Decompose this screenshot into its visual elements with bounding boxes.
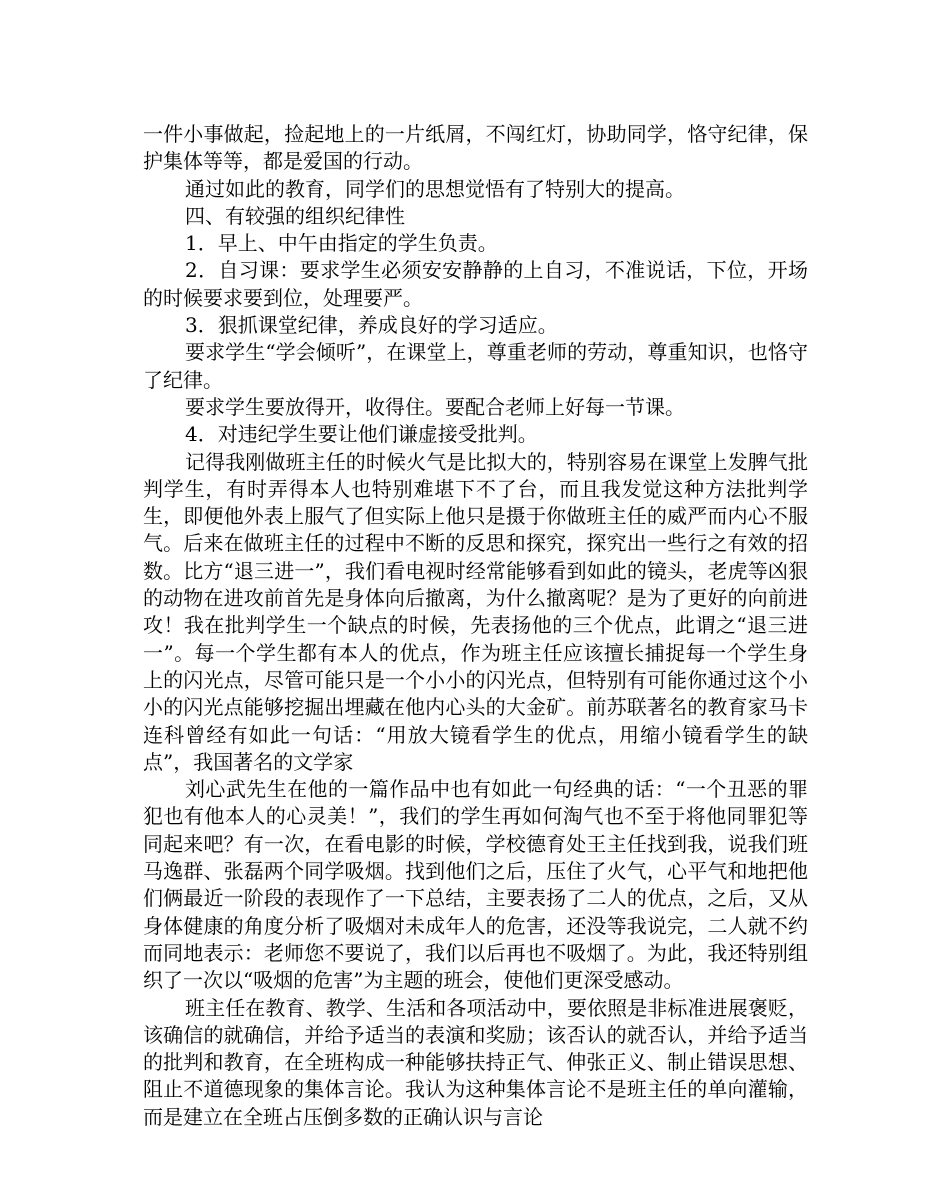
paragraph: 刘心武先生在他的一篇作品中也有如此一句经典的话：“一个丑恶的罪犯也有他本人的心灵美！”，我们的学生再如何淘气也不至于将他同罪犯等同起来吧？有一次，在看电影的时候，学校德育处王主任找到我，说我们班马逸群、张磊两个同学吸烟。找到他们之后，压住了火气，心平气和地把他们俩最近一阶段的表现作了一下总结，主要表扬了二人的优点，之后，又从身体健康的角度分析了吸烟对未成年人的危害，还没等我说完，二人就不约而同地表示：老师您不要说了，我们以后再也不吸烟了。为此，我还特别组织了一次以“吸烟的危害”为主题的班会，使他们更深受感动。 [143, 777, 808, 993]
paragraph: 记得我刚做班主任的时候火气是比拟大的，特别容易在课堂上发脾气批判学生，有时弄得本人也特别难堪下不了台，而且我发觉这种方法批判学生，即便他外表上服气了但实际上他只是摄于你做班主任的威严而内心不服气。后来在做班主任的过程中不断的反思和探究，探究出一些行之有效的招数。比方“退三进一”，我们看电视时经常能够看到如此的镜头，老虎等凶狠的动物在进攻前首先是身体向后撤离，为什么撤离呢？是为了更好的向前进攻！我在批判学生一个缺点的时候，先表扬他的三个优点，此谓之“退三进一”。每一个学生都有本人的优点，作为班主任应该擅长捕捉每一个学生身上的闪光点，尽管可能只是一个小小的闪光点，但特别有可能你通过这个小小的闪光点能够挖掘出埋藏在他内心头的大金矿。前苏联著名的教育家马卡连科曾经有如此一句话：“用放大镜看学生的优点，用缩小镜看学生的缺点”，我国著名的文学家 [143, 449, 808, 774]
paragraph: 要求学生要放得开，收得住。要配合老师上好每一节课。 [185, 394, 685, 419]
list-item: 4．对违纪学生要让他们谦虚接受批判。 [185, 422, 538, 447]
paragraph: 要求学生“学会倾听”，在课堂上，尊重老师的劳动，尊重知识，也恪守了纪律。 [143, 340, 808, 392]
paragraph: 一件小事做起，捡起地上的一片纸屑，不闯红灯，协助同学，恪守纪律，保护集体等等，都是爱国的行动。 [143, 122, 808, 174]
list-item: 2．自习课：要求学生必须安安静静的上自习，不准说话，下位，开场的时候要求要到位，处理要严。 [143, 258, 808, 310]
section-heading: 四、有较强的组织纪律性 [185, 203, 405, 228]
paragraph: 班主任在教育、教学、生活和各项活动中，要依照是非标准进展褒贬，该确信的就确信，并给予适当的表演和奖励；该否认的就否认，并给予适当的批判和教育，在全班构成一种能够扶持正气、伸张正义、制止错误思想、阻止不道德现象的集体言论。我认为这种集体言论不是班主任的单向灌输，而是建立在全班占压倒多数的正确认识与言论 [143, 995, 808, 1129]
paragraph: 通过如此的教育，同学们的思想觉悟有了特别大的提高。 [185, 176, 685, 201]
list-item: 1．早上、中午由指定的学生负责。 [185, 231, 498, 256]
document-page [143, 121, 808, 1131]
list-item: 3．狠抓课堂纪律，养成良好的学习适应。 [185, 313, 558, 338]
